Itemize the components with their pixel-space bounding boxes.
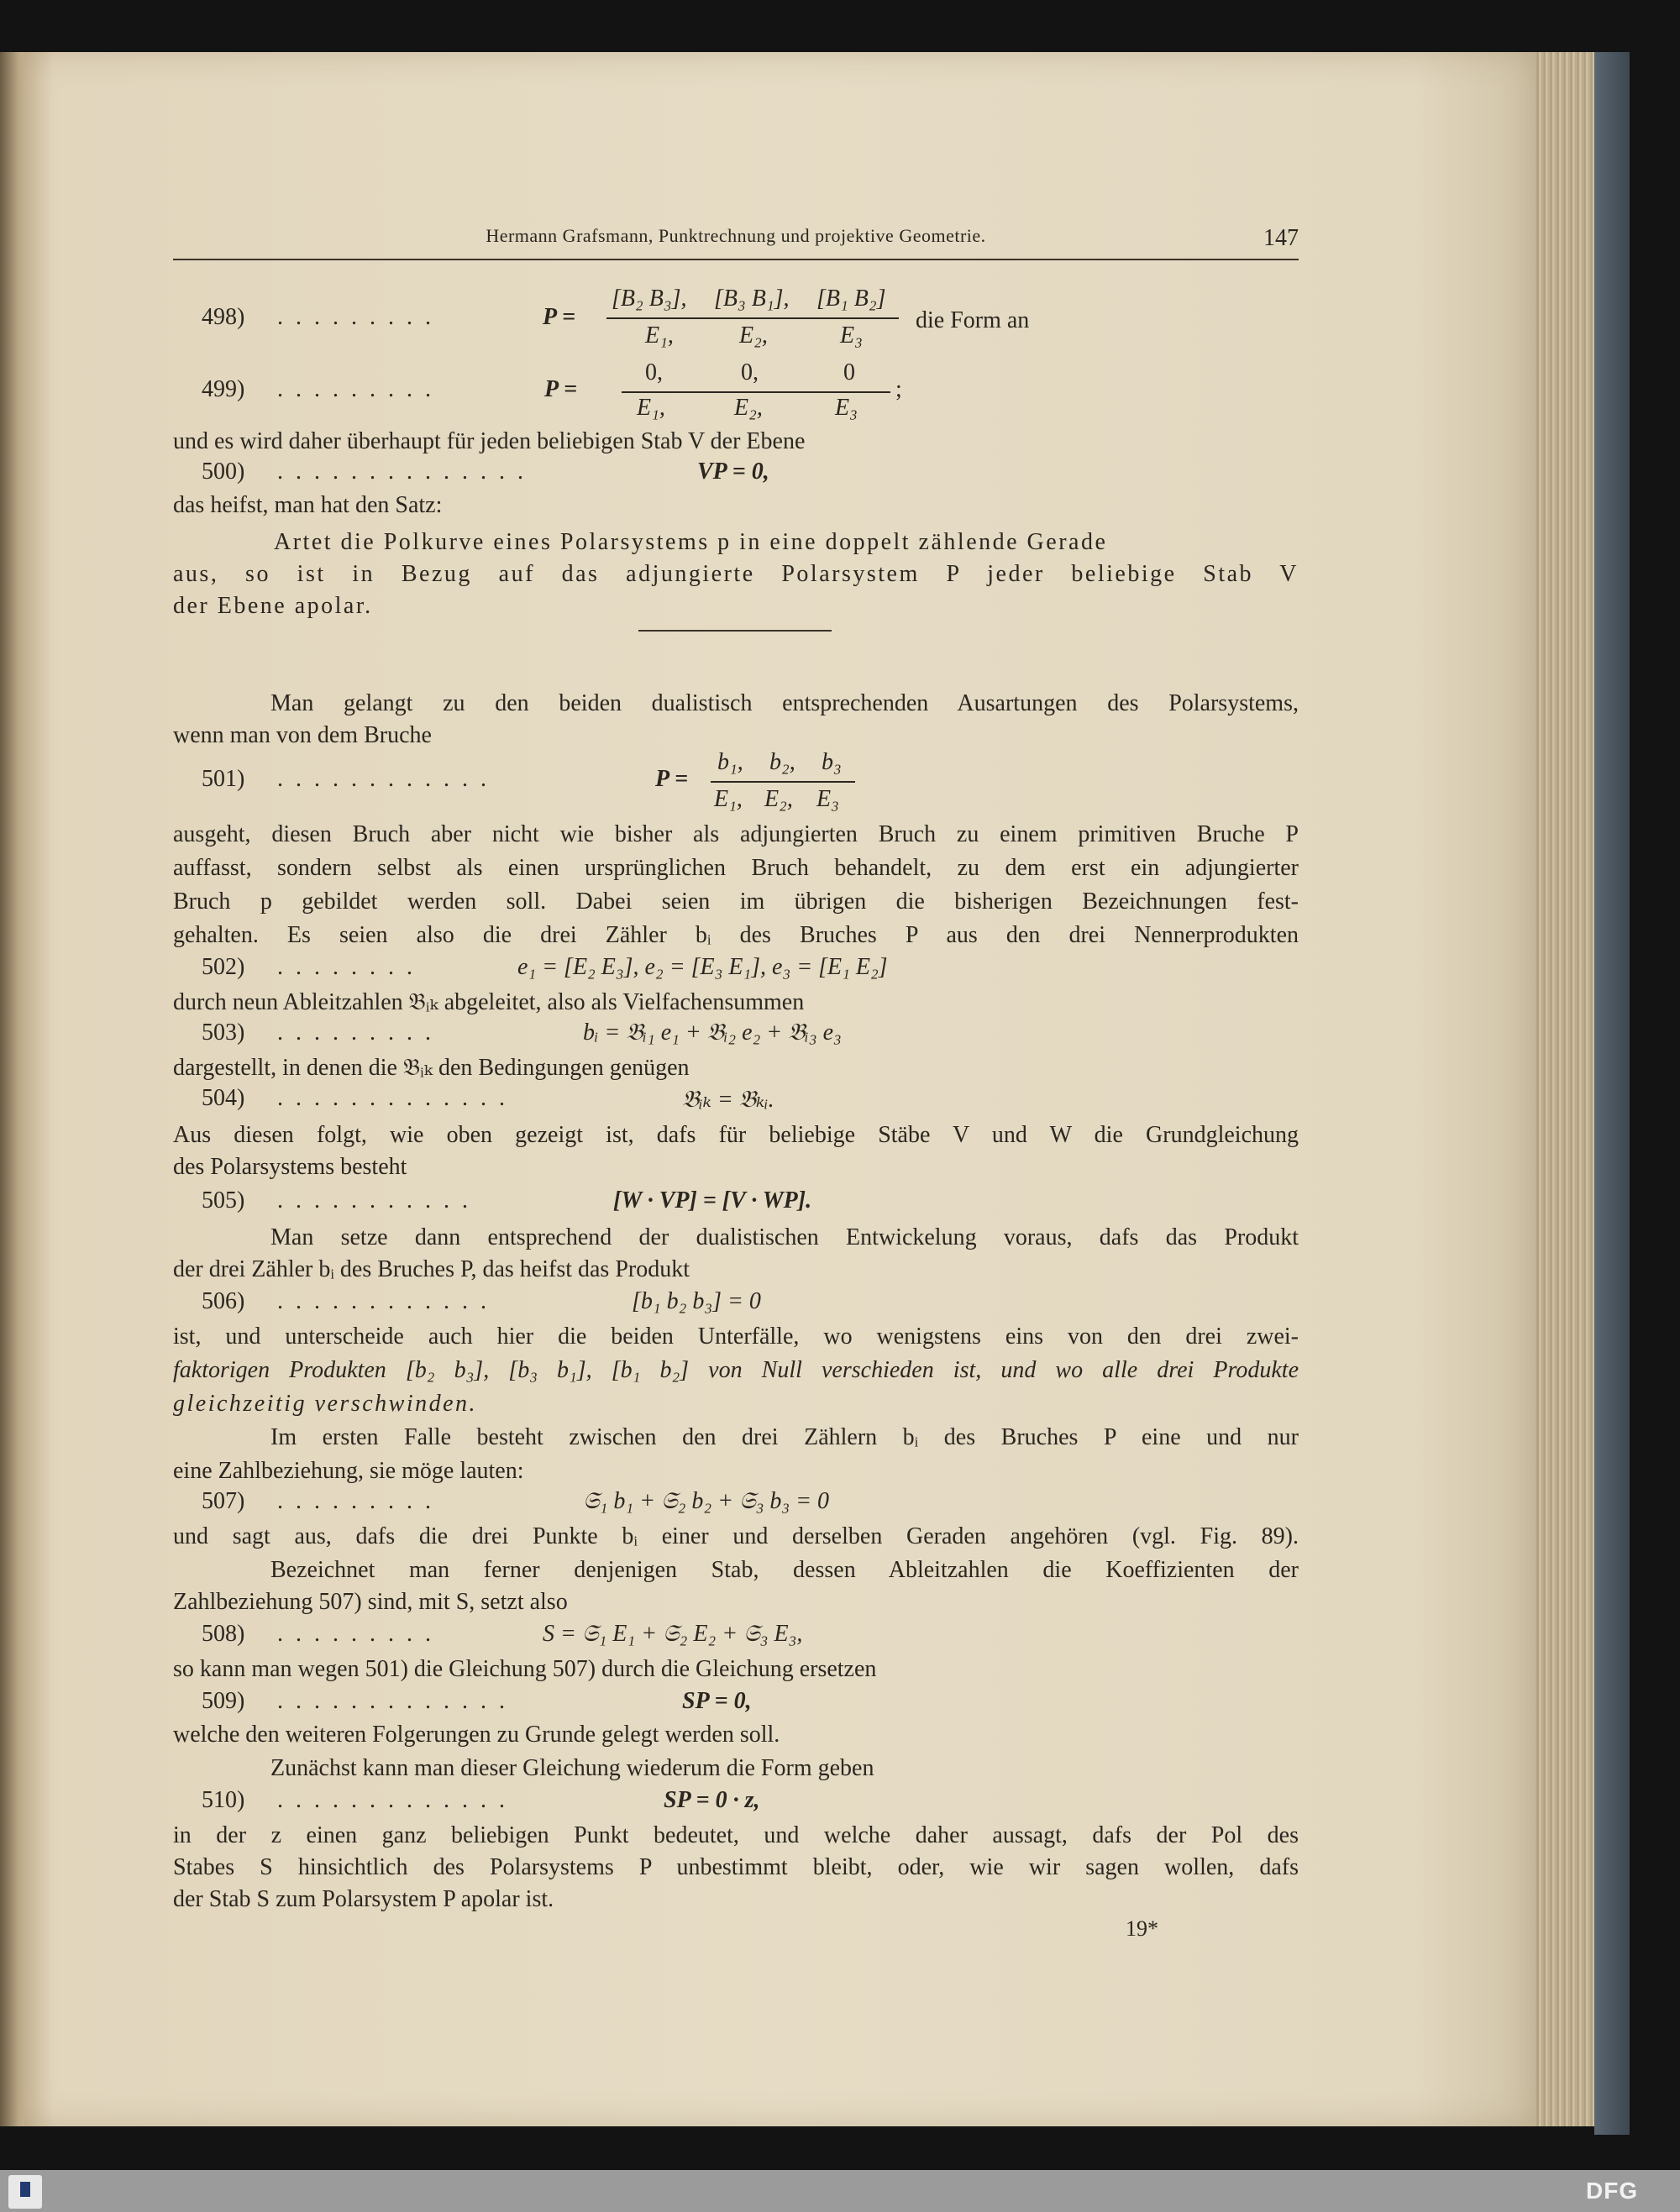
text-line: in der z einen ganz beliebigen Punkt bedeutet, und welche daher aussagt, dafs der Pol des [173, 1822, 1299, 1848]
eq499-den-1: E₁, [637, 395, 665, 421]
eq507: 𝔖₁ b₁ + 𝔖₂ b₂ + 𝔖₃ b₃ = 0 [583, 1488, 830, 1514]
eq501-num-2: b₂, [769, 749, 795, 775]
eq509-number: 509) [202, 1688, 245, 1714]
text-line: Im ersten Falle besteht zwischen den drei Zählern bᵢ des Bruches P eine und nur [270, 1424, 1299, 1450]
text-line: ist, und unterscheide auch hier die beiden Unterfälle, wo wenigstens eins von den drei zwei- [173, 1324, 1299, 1350]
eq504-number: 504) [202, 1085, 245, 1111]
signature-mark: 19* [1126, 1916, 1158, 1941]
eq498-den-3: E₃ [840, 322, 863, 349]
eq500-dots: . . . . . . . . . . . . . . [277, 459, 527, 485]
text-line: Zahlbeziehung 507) sind, mit S, setzt also [173, 1589, 568, 1615]
text-line: dargestellt, in denen die 𝔅ᵢₖ den Bedingungen genügen [173, 1055, 690, 1081]
eq505: [W · VP] = [V · WP]. [613, 1187, 812, 1213]
eq499-fraction-bar [622, 391, 890, 393]
eq510-number: 510) [202, 1787, 245, 1813]
eq501-lhs: P = [655, 766, 689, 792]
page-edges [1536, 52, 1594, 2126]
eq498-den-2: E₂, [739, 322, 768, 349]
text-line: Aus diesen folgt, wie oben gezeigt ist, dafs für beliebige Stäbe V und W die Grundgleichung [173, 1122, 1299, 1148]
text-line: und sagt aus, dafs die drei Punkte bᵢ einer und derselben Geraden angehören (vgl. Fig. 89). [173, 1523, 1299, 1549]
text-line: des Polarsystems besteht [173, 1154, 407, 1180]
theorem-line-2: aus, so ist in Bezug auf das adjungierte Polarsystem P jeder beliebige Stab V [173, 561, 1299, 587]
text-line: und es wird daher überhaupt für jeden beliebigen Stab V der Ebene [173, 428, 806, 454]
eq498-suffix: die Form an [916, 307, 1030, 333]
eq509: SP = 0, [682, 1688, 752, 1714]
book-page [24, 52, 1536, 2126]
text-line: ausgeht, diesen Bruch aber nicht wie bisher als adjungierten Bruch zu einem primitiven Bruche P [173, 821, 1299, 847]
text-line: gehalten. Es seien also die drei Zähler bᵢ des Bruches P aus den drei Nennerprodukten [173, 922, 1299, 948]
eq498-num-1: [B₂ B₃], [612, 286, 687, 312]
eq499-den-3: E₃ [835, 395, 858, 421]
dfg-logo: DFG [1586, 2178, 1639, 2204]
eq499-num-2: 0, [741, 359, 759, 385]
eq504-dots: . . . . . . . . . . . . . [277, 1085, 508, 1111]
book-cover-edge [1594, 52, 1630, 2135]
eq501-den-1: E₁, [714, 786, 743, 812]
eq502: e₁ = [E₂ E₃], e₂ = [E₃ E₁], e₃ = [E₁ E₂] [517, 954, 888, 980]
eq499-num-3: 0 [843, 359, 855, 385]
text-line: der Stab S zum Polarsystem P apolar ist. [173, 1886, 554, 1912]
text-line: Man gelangt zu den beiden dualistisch entsprechenden Ausartungen des Polarsystems, [270, 690, 1299, 716]
eq508-dots: . . . . . . . . . [277, 1621, 434, 1647]
theorem-line-1: Artet die Polkurve eines Polarsystems p in eine doppelt zählende Gerade [274, 529, 1108, 555]
eq498-dots: . . . . . . . . . [277, 304, 434, 330]
eq510: SP = 0 · z, [664, 1787, 760, 1813]
eq508-number: 508) [202, 1621, 245, 1647]
eq506: [b₁ b₂ b₃] = 0 [632, 1288, 761, 1314]
theorem-line-3: der Ebene apolar. [173, 593, 373, 619]
eq499-lhs: P = [544, 376, 578, 402]
library-logo-icon [8, 2175, 42, 2209]
text-line: Man setze dann entsprechend der dualistischen Entwickelung voraus, dafs das Produkt [270, 1224, 1299, 1250]
text-line: welche den weiteren Folgerungen zu Grunde gelegt werden soll. [173, 1722, 780, 1748]
eq498-num-2: [B₃ B₁], [714, 286, 790, 312]
eq503-dots: . . . . . . . . . [277, 1020, 434, 1046]
eq506-dots: . . . . . . . . . . . . [277, 1288, 490, 1314]
eq505-dots: . . . . . . . . . . . [277, 1187, 471, 1213]
eq498-number: 498) [202, 304, 245, 330]
eq498-lhs: P = [543, 304, 576, 330]
text-line: der drei Zähler bᵢ des Bruches P, das heifst das Produkt [173, 1256, 690, 1282]
eq506-number: 506) [202, 1288, 245, 1314]
eq505-number: 505) [202, 1187, 245, 1213]
eq504: 𝔅ᵢₖ = 𝔅ₖᵢ. [682, 1087, 774, 1113]
eq501-num-1: b₁, [717, 749, 743, 775]
text-line: Bruch p gebildet werden soll. Dabei seien im übrigen die bisherigen Bezeichnungen fest- [173, 888, 1299, 915]
eq499-number: 499) [202, 376, 245, 402]
text-line: wenn man von dem Bruche [173, 722, 432, 748]
text-line: Stabes S hinsichtlich des Polarsystems P unbestimmt bleibt, oder, wie wir sagen wollen, dafs [173, 1854, 1299, 1880]
eq509-dots: . . . . . . . . . . . . . [277, 1688, 508, 1714]
text-line: durch neun Ableitzahlen 𝔅ᵢₖ abgeleitet, also als Vielfachensummen [173, 989, 805, 1015]
eq501-fraction-bar [711, 781, 855, 783]
eq501-number: 501) [202, 766, 245, 792]
eq500-number: 500) [202, 459, 245, 485]
running-header [173, 225, 1299, 262]
eq498-den-1: E₁, [645, 322, 674, 349]
eq500: VP = 0, [697, 459, 769, 485]
running-header-title: Hermann Grafsmann, Punktrechnung und projektive Geometrie. [486, 225, 986, 246]
text-line: das heifst, man hat den Satz: [173, 492, 443, 518]
page-number: 147 [1263, 225, 1299, 251]
eq501-den-3: E₃ [816, 786, 839, 812]
eq507-number: 507) [202, 1488, 245, 1514]
text-line: gleichzeitig verschwinden. [173, 1391, 478, 1417]
eq499-num-1: 0, [645, 359, 663, 385]
eq501-den-2: E₂, [764, 786, 793, 812]
text-line: Zunächst kann man dieser Gleichung wiederum die Form geben [270, 1755, 874, 1781]
viewer-footer-bar [0, 2170, 1680, 2212]
eq498-fraction-bar [606, 317, 899, 319]
eq501-num-3: b₃ [822, 749, 842, 775]
eq507-dots: . . . . . . . . . [277, 1488, 434, 1514]
eq499-dots: . . . . . . . . . [277, 376, 434, 402]
eq510-dots: . . . . . . . . . . . . . [277, 1787, 508, 1813]
text-line: eine Zahlbeziehung, sie möge lauten: [173, 1458, 524, 1484]
eq502-number: 502) [202, 954, 245, 980]
eq498-num-3: [B₁ B₂] [816, 286, 886, 312]
text-line: auffasst, sondern selbst als einen ursprünglichen Bruch behandelt, zu dem erst ein adjungierter [173, 855, 1299, 881]
eq508: S = 𝔖₁ E₁ + 𝔖₂ E₂ + 𝔖₃ E₃, [543, 1621, 803, 1647]
text-line: Bezeichnet man ferner denjenigen Stab, dessen Ableitzahlen die Koeffizienten der [270, 1557, 1299, 1583]
eq499-suffix: ; [895, 376, 902, 402]
eq503: bᵢ = 𝔅ᵢ₁ e₁ + 𝔅ᵢ₂ e₂ + 𝔅ᵢ₃ e₃ [583, 1020, 842, 1046]
section-separator [638, 630, 832, 632]
text-line: faktorigen Produkten [b₂ b₃], [b₃ b₁], [b₁ b₂] von Null verschieden ist, und wo alle drei Produkte [173, 1357, 1299, 1383]
text-line: so kann man wegen 501) die Gleichung 507) durch die Gleichung ersetzen [173, 1656, 877, 1682]
eq503-number: 503) [202, 1020, 245, 1046]
eq502-dots: . . . . . . . . [277, 954, 416, 980]
eq501-dots: . . . . . . . . . . . . [277, 766, 490, 792]
eq499-den-2: E₂, [734, 395, 763, 421]
header-rule [173, 259, 1299, 260]
